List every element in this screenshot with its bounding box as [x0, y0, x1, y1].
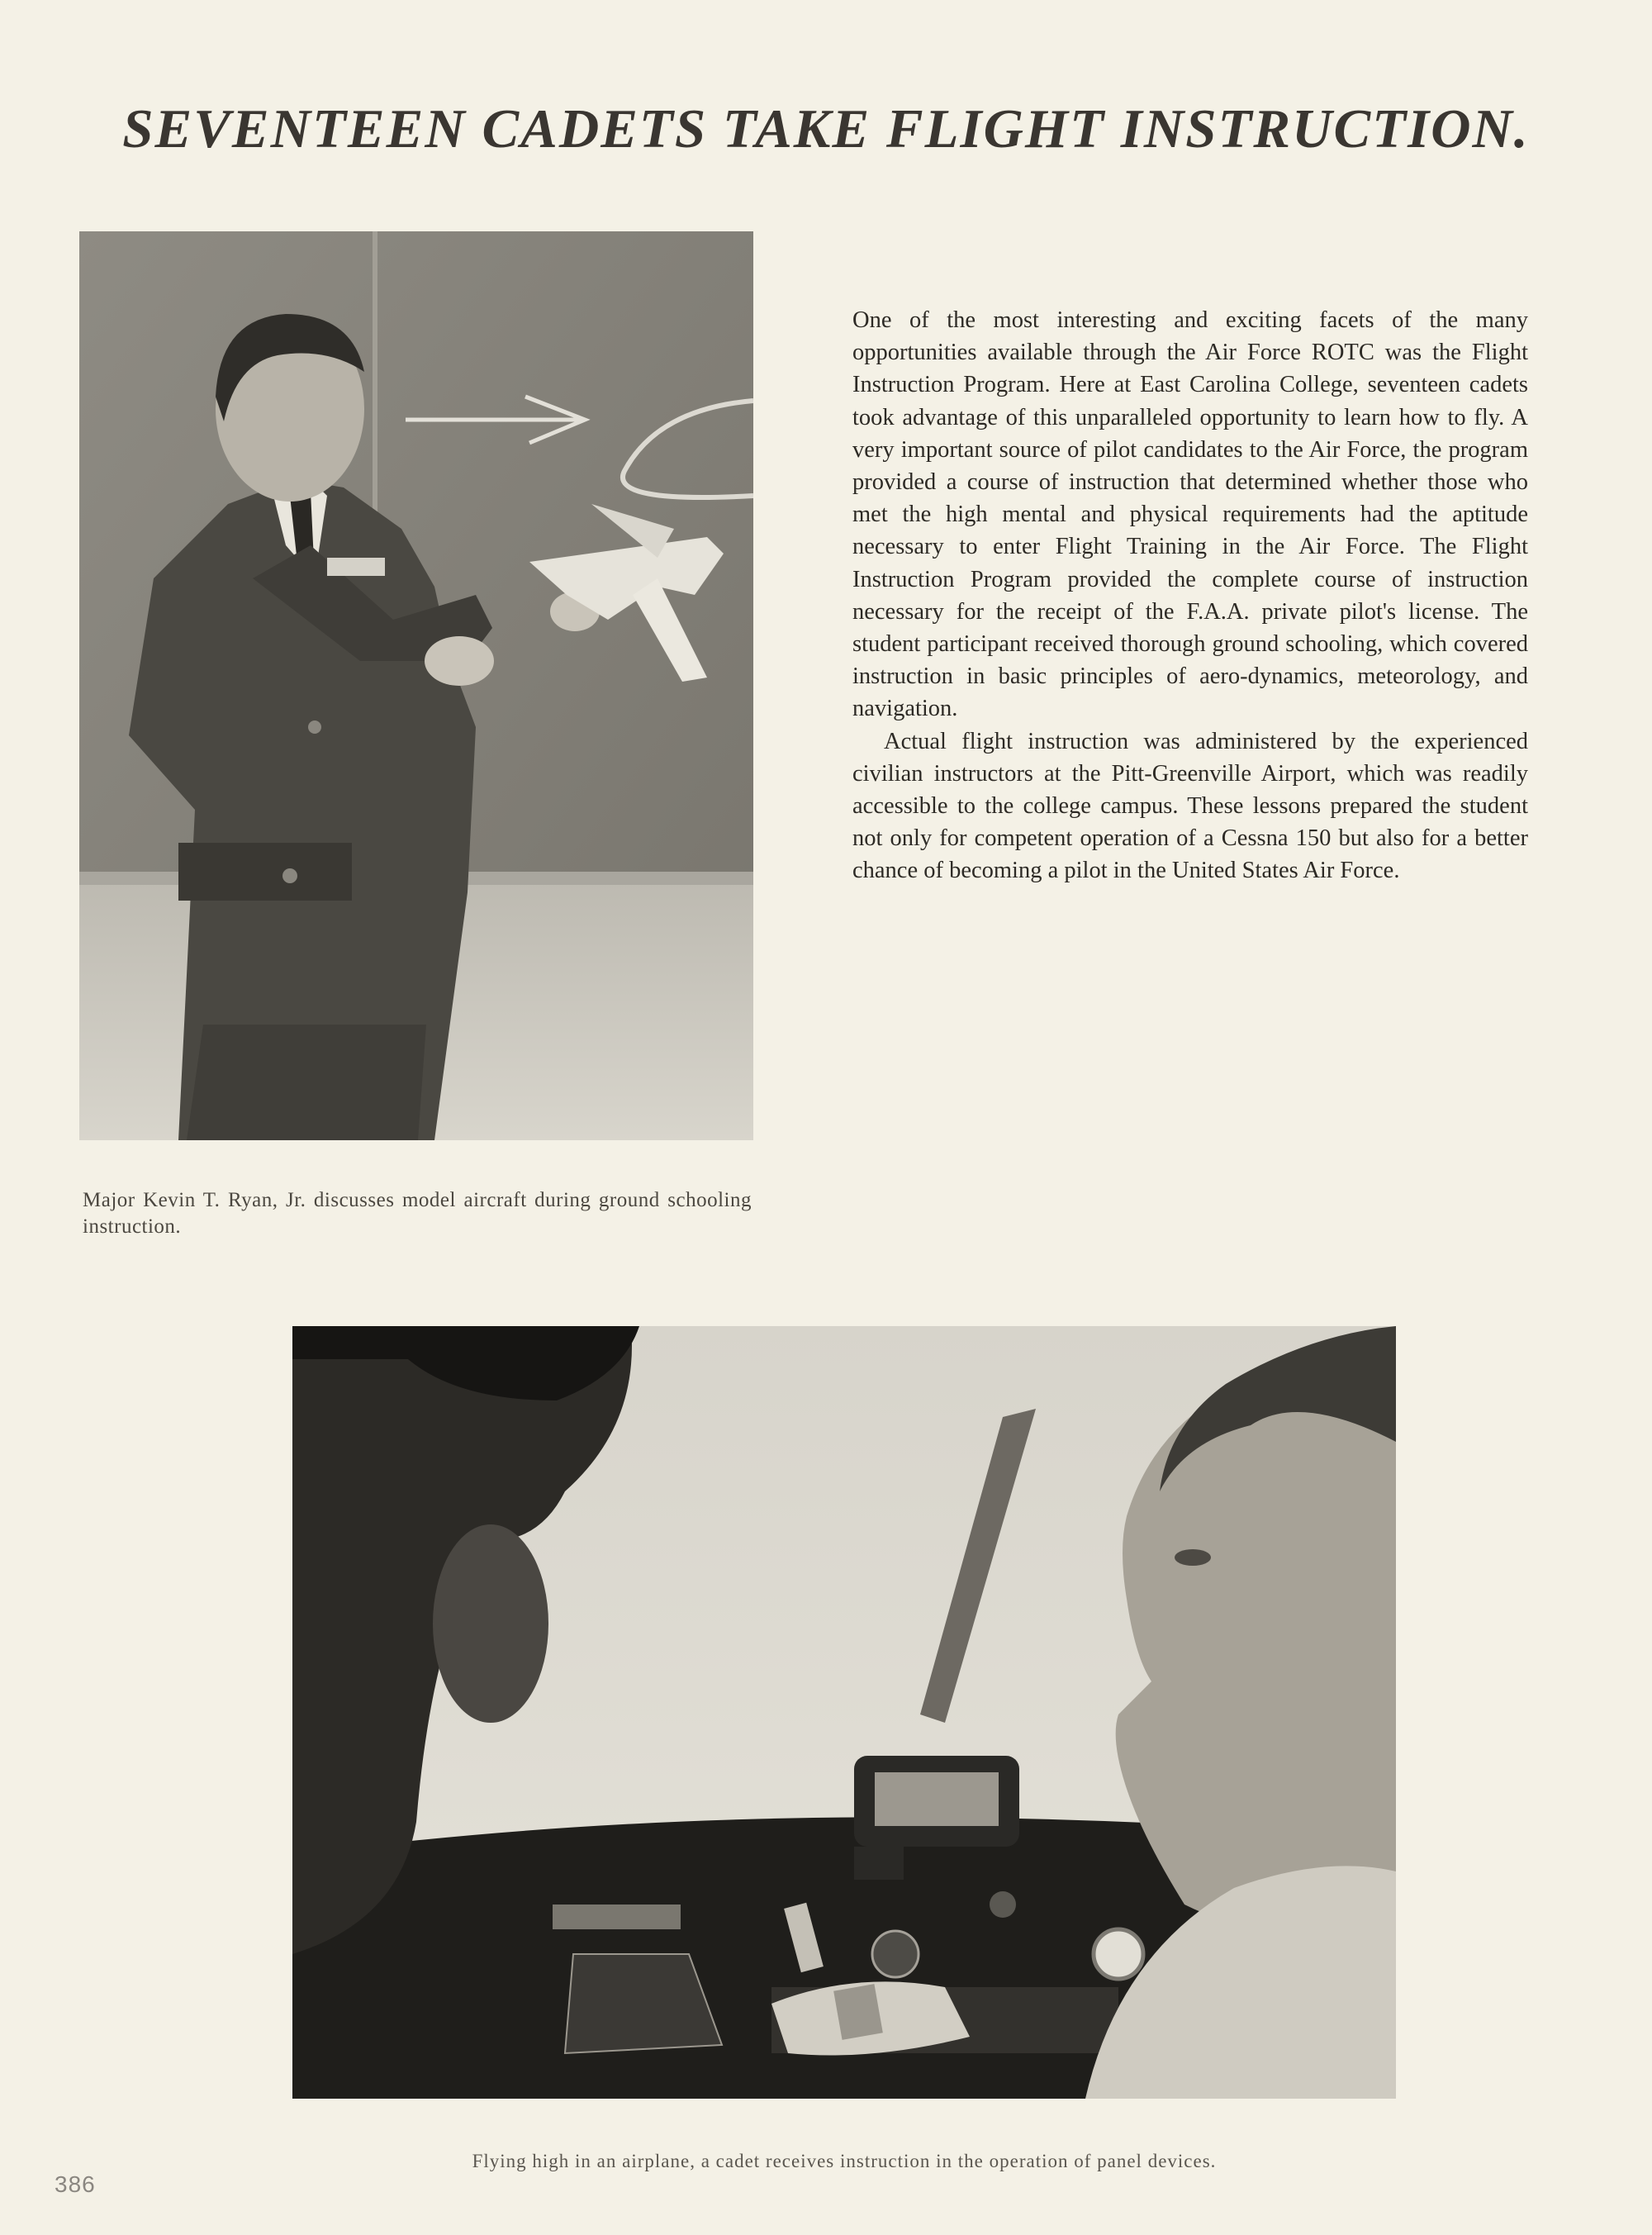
article-body [852, 304, 1528, 887]
article-paragraph-1: One of the most interesting and exciting facets of the many opportunities available through the Air Force ROTC was the Flight Instruction Program. Here at East Carolina College, seventeen cadets took advantage of this unparalleled opportunity to learn how to fly. A very important source of pilot candidates to the Air Force, the program provided a course of instruction that determined whether those who met the high mental and physical requirements had the aptitude necessary to enter Flight Training in the Air Force. The Flight Instruction Program provided the complete course of instruction necessary for the receipt of the F.A.A. private pilot's license. The student participant received thorough ground schooling, which covered instruction in basic principles of aero-dynamics, meteorology, and navigation. [852, 307, 1528, 722]
photo-officer-with-model-aircraft [79, 231, 753, 1140]
caption-officer-photo: Major Kevin T. Ryan, Jr. discusses model aircraft during ground schooling instruction. [83, 1189, 752, 1238]
article-paragraph-2: Actual flight instruction was administered by the experienced civilian instructors at the Pitt-Greenville Airport, which was readily accessible to the college campus. These lessons prepared the student not only for competent operation of a Cessna 150 but also for a better chance of becoming a pilot in the United States Air Force. [852, 728, 1528, 884]
caption-cockpit-photo: Flying high in an airplane, a cadet receives instruction in the operation of panel devices. [472, 2151, 1217, 2171]
page-title: SEVENTEEN CADETS TAKE FLIGHT INSTRUCTION. [122, 98, 1530, 159]
cockpit-photo-graphic [292, 1326, 1396, 2099]
page-number: 386 [55, 2171, 96, 2197]
photo-cockpit-instruction [292, 1326, 1396, 2099]
officer-photo-graphic [79, 231, 753, 1140]
